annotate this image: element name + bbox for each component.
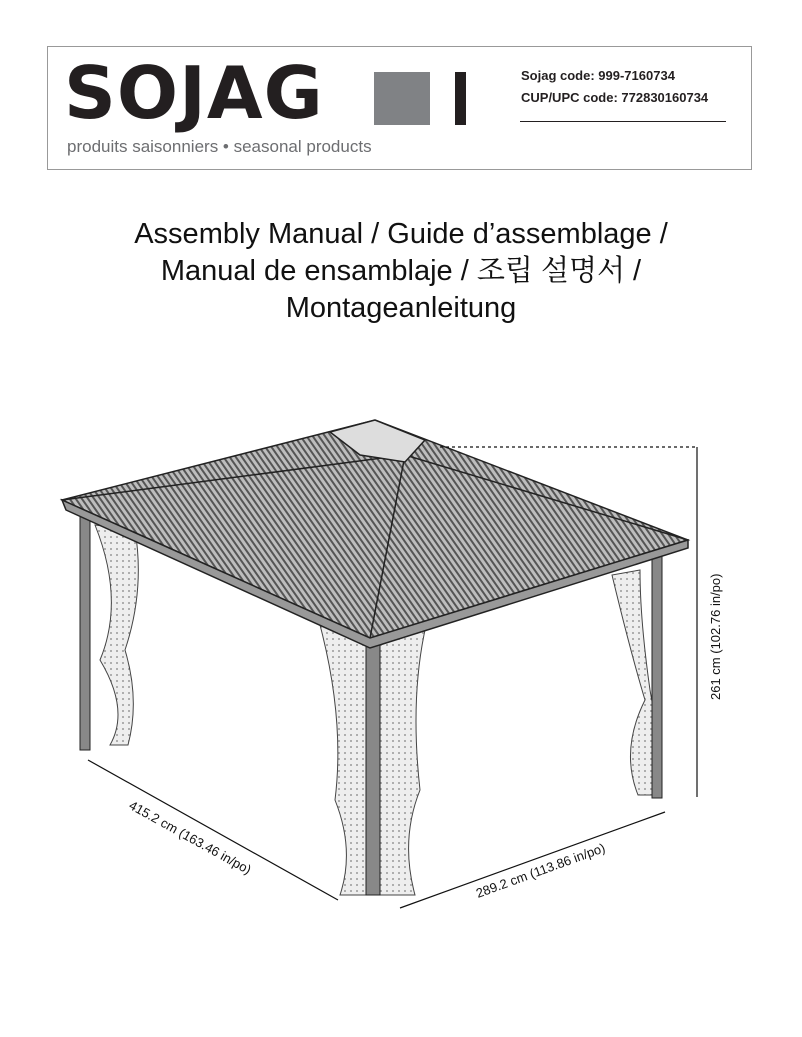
tagline: produits saisonniers • seasonal products xyxy=(67,137,372,156)
title-line-2: Manual de ensamblaje / 조립 설명서 / xyxy=(160,255,642,287)
roof xyxy=(62,420,688,648)
width-dimension: 289.2 cm (113.86 in/po) xyxy=(473,840,608,901)
length-dimension: 415.2 cm (163.46 in/po) xyxy=(126,797,254,878)
height-dimension: 261 cm (102.76 in/po) xyxy=(708,573,723,700)
upc-code: CUP/UPC code: 772830160734 xyxy=(521,90,709,105)
brand-logo: SOJAG xyxy=(64,51,324,135)
title-line-1: Assembly Manual / Guide d’assemblage / xyxy=(134,218,668,250)
title-line-3: Montageanleitung xyxy=(285,292,517,324)
sojag-code: Sojag code: 999-7160734 xyxy=(521,68,675,83)
